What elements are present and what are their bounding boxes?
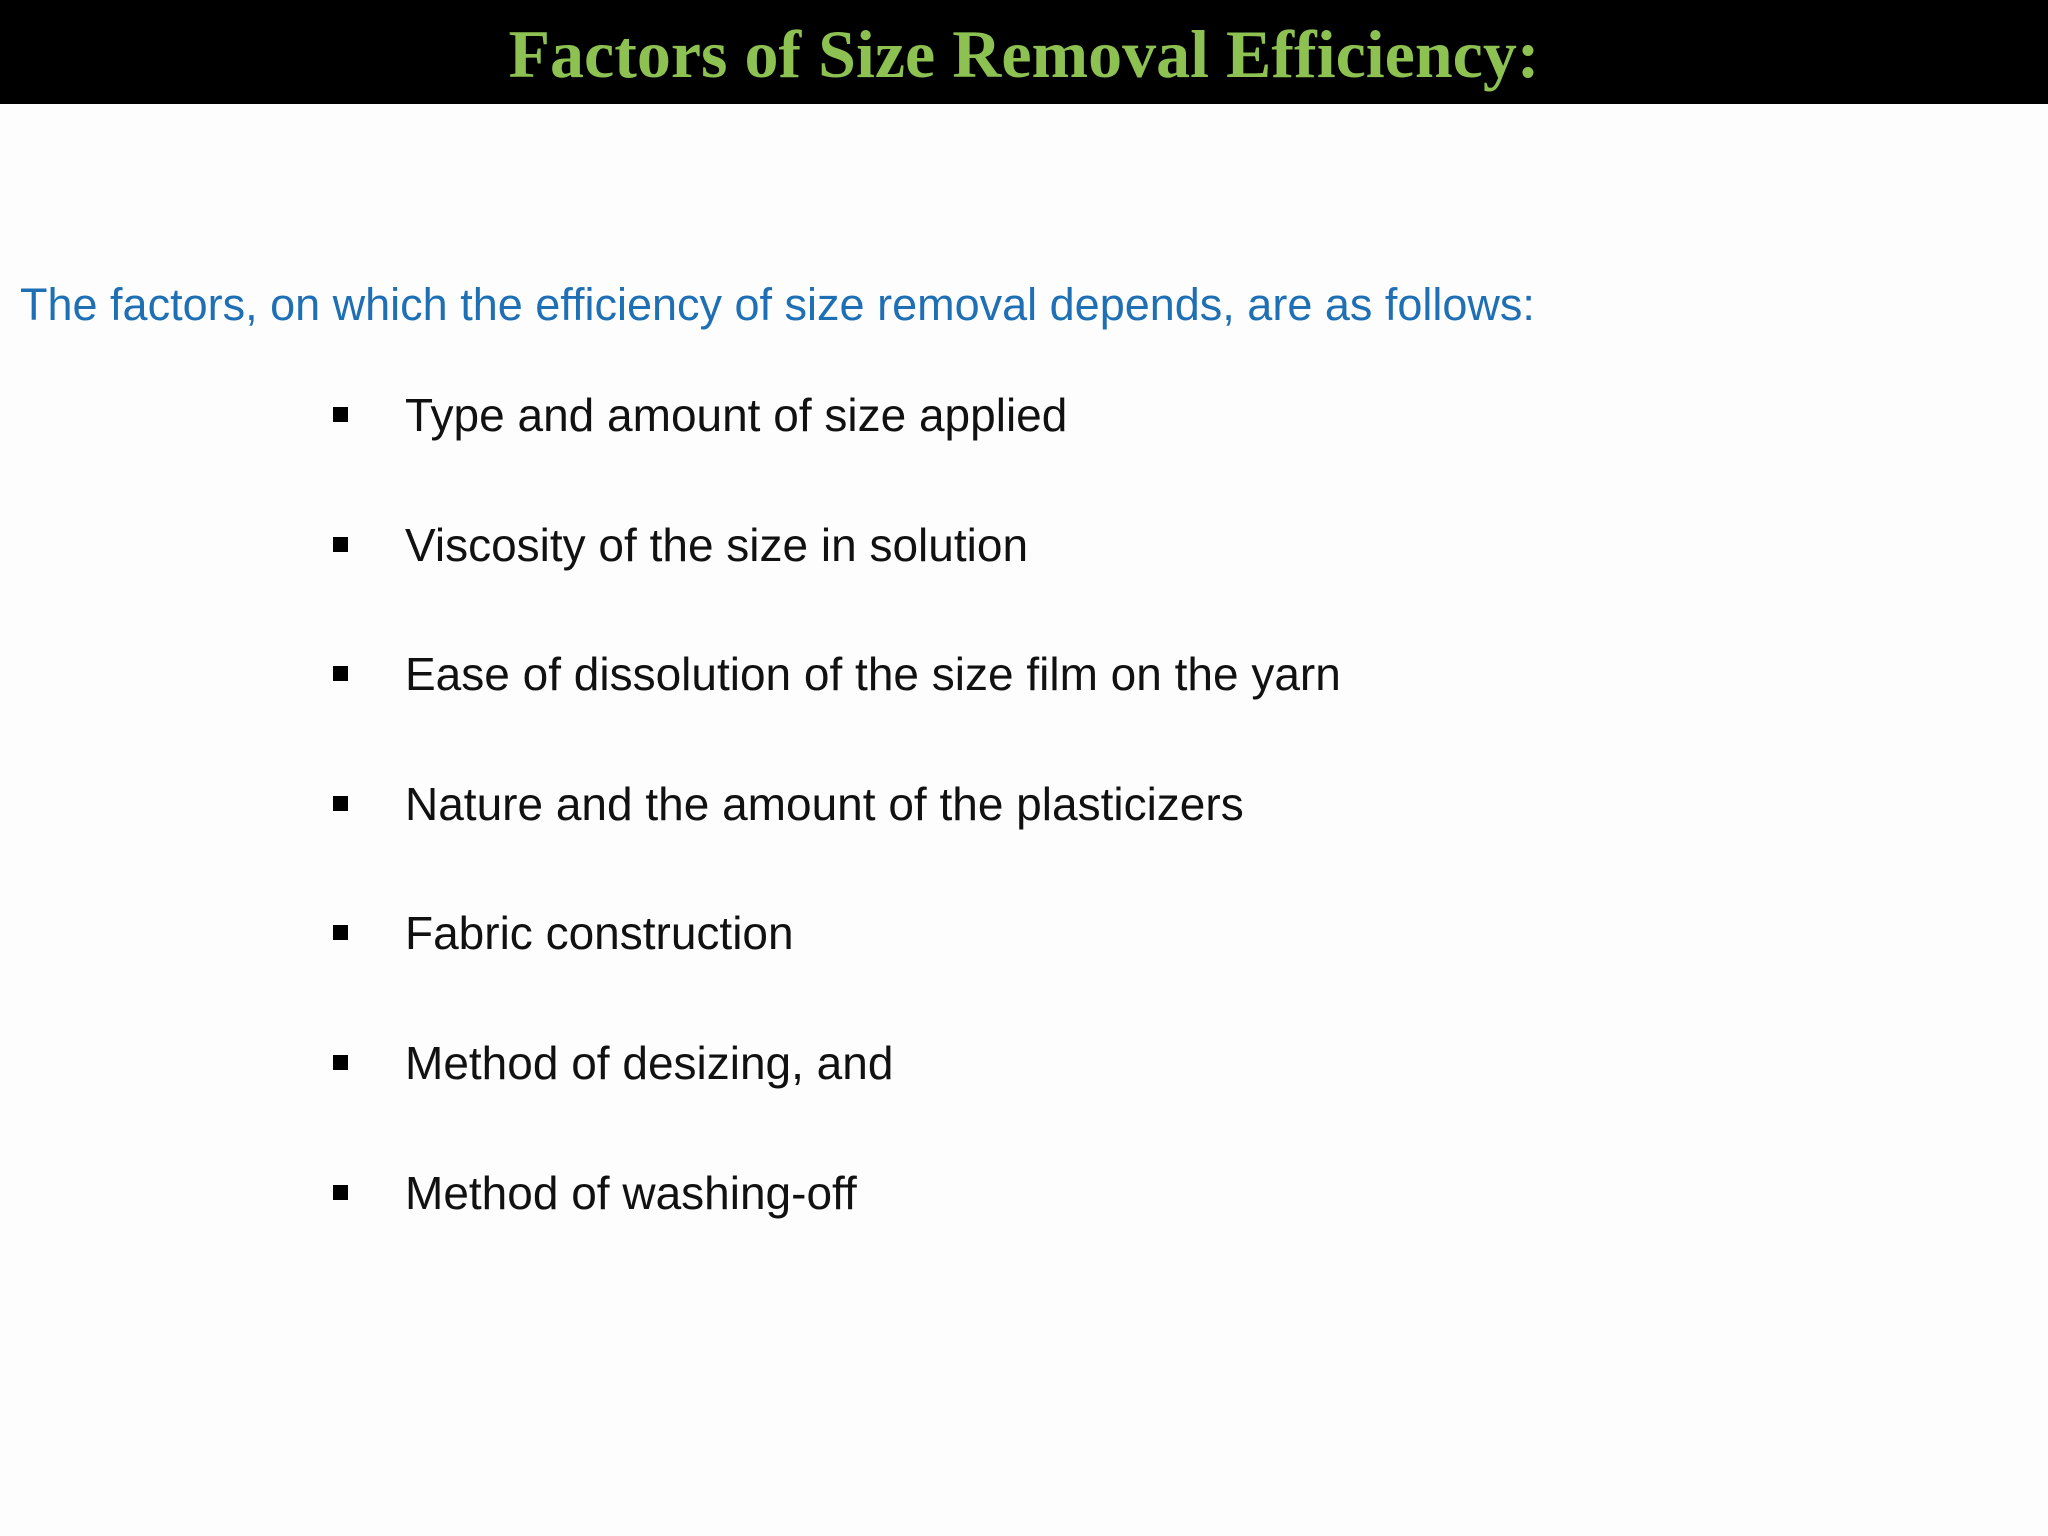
slide-title: Factors of Size Removal Efficiency: [508,16,1540,92]
list-item-label: Type and amount of size applied [405,389,1068,441]
list-item-label: Nature and the amount of the plasticizers [405,777,1244,830]
intro-text: The factors, on which the efficiency of size removal depends, are as follows: [20,279,1535,330]
square-bullet-icon [333,1055,348,1070]
list-item-label: Method of washing-off [405,1166,857,1219]
square-bullet-icon [333,666,348,681]
list-item-label: Viscosity of the size in solution [405,518,1029,571]
list-item-label: Fabric construction [405,907,794,960]
square-bullet-icon [333,537,348,552]
list-item-label: Ease of dissolution of the size film on the yarn [405,648,1341,701]
square-bullet-icon [333,796,348,811]
square-bullet-icon [333,925,348,940]
list-item-label: Method of desizing, and [405,1036,894,1089]
title-bar [0,0,2048,104]
square-bullet-icon [333,1185,348,1200]
square-bullet-icon [333,407,348,422]
